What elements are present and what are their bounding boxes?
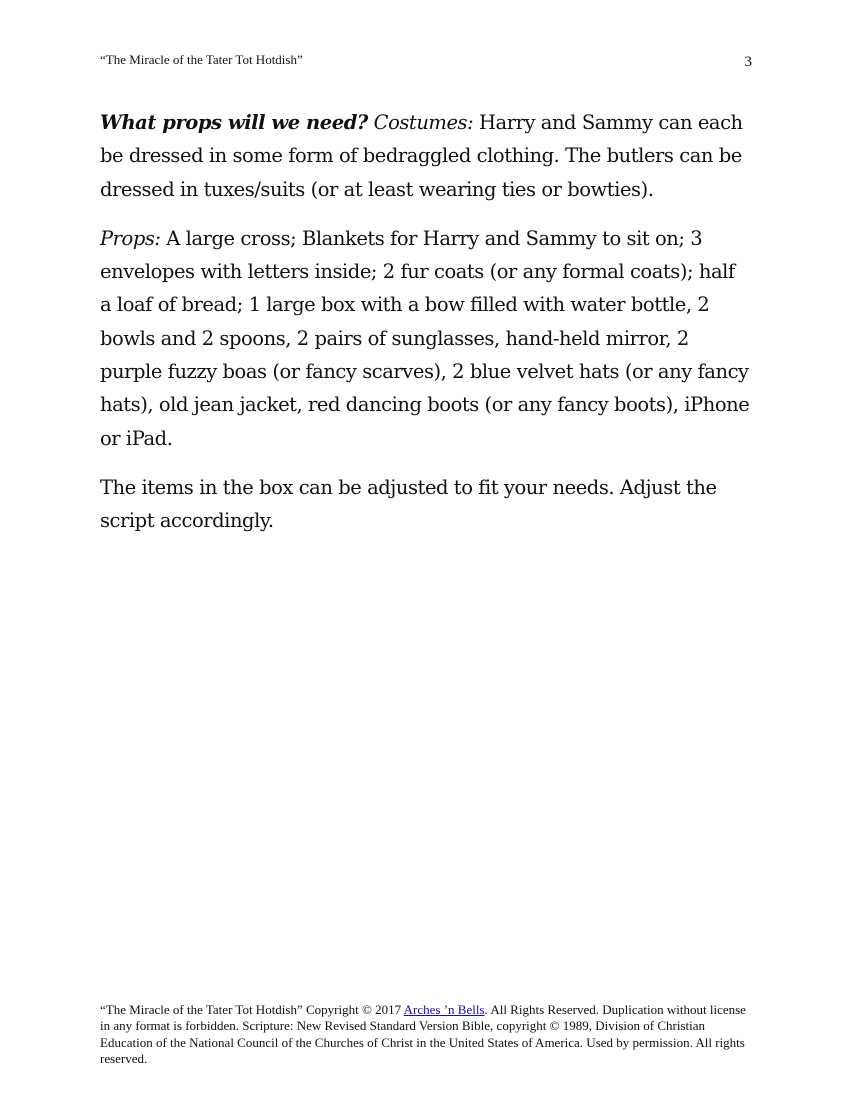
costumes-label: Costumes: [373,111,474,134]
header-title: “The Miracle of the Tater Tot Hotdish” [100,52,303,67]
props-label: Props: [100,226,161,250]
footer-suffix: . All Rights Reserved. Duplication without license in any format is forbidden. Scripture: New Revised Standard Version Bible, copyright © 1989, Division of Christian Education of the National Council of the Churches of Christ in the United States of America. Used by permission. All rights reserved. [100,1002,746,1066]
costumes-paragraph [100,106,750,206]
document-body [100,106,750,554]
arches-n-bells-link[interactable]: Arches ’n Bells [403,1002,485,1017]
props-paragraph [100,222,750,455]
costumes-text: Harry and Sammy can each be dressed in some form of bedraggled clothing. The butlers can be dressed in tuxes/suits (or at least wearing ties or bowties). [100,111,743,201]
props-text: A large cross; Blankets for Harry and Sammy to sit on; 3 envelopes with letters inside; 2 fur coats (or any formal coats); half a loaf of bread; 1 large box with a bow filled with water bottle, 2 bowls and 2 spoons, 2 pairs of sunglasses, hand-held mirror, 2 purple fuzzy boas (or fancy scarves), 2 blue velvet hats (or any fancy hats), old jean jacket, red dancing boots (or any fancy boots), iPhone or iPad. [100,226,750,450]
footer-prefix: “The Miracle of the Tater Tot Hotdish” Copyright © 2017 [100,1002,402,1017]
page-number: 3 [744,54,752,70]
props-question-heading: What props will we need? [100,111,368,134]
adjust-paragraph: The items in the box can be adjusted to fit your needs. Adjust the script accordingly. [100,475,717,533]
page-header [100,52,752,72]
copyright-footer [100,1002,752,1067]
